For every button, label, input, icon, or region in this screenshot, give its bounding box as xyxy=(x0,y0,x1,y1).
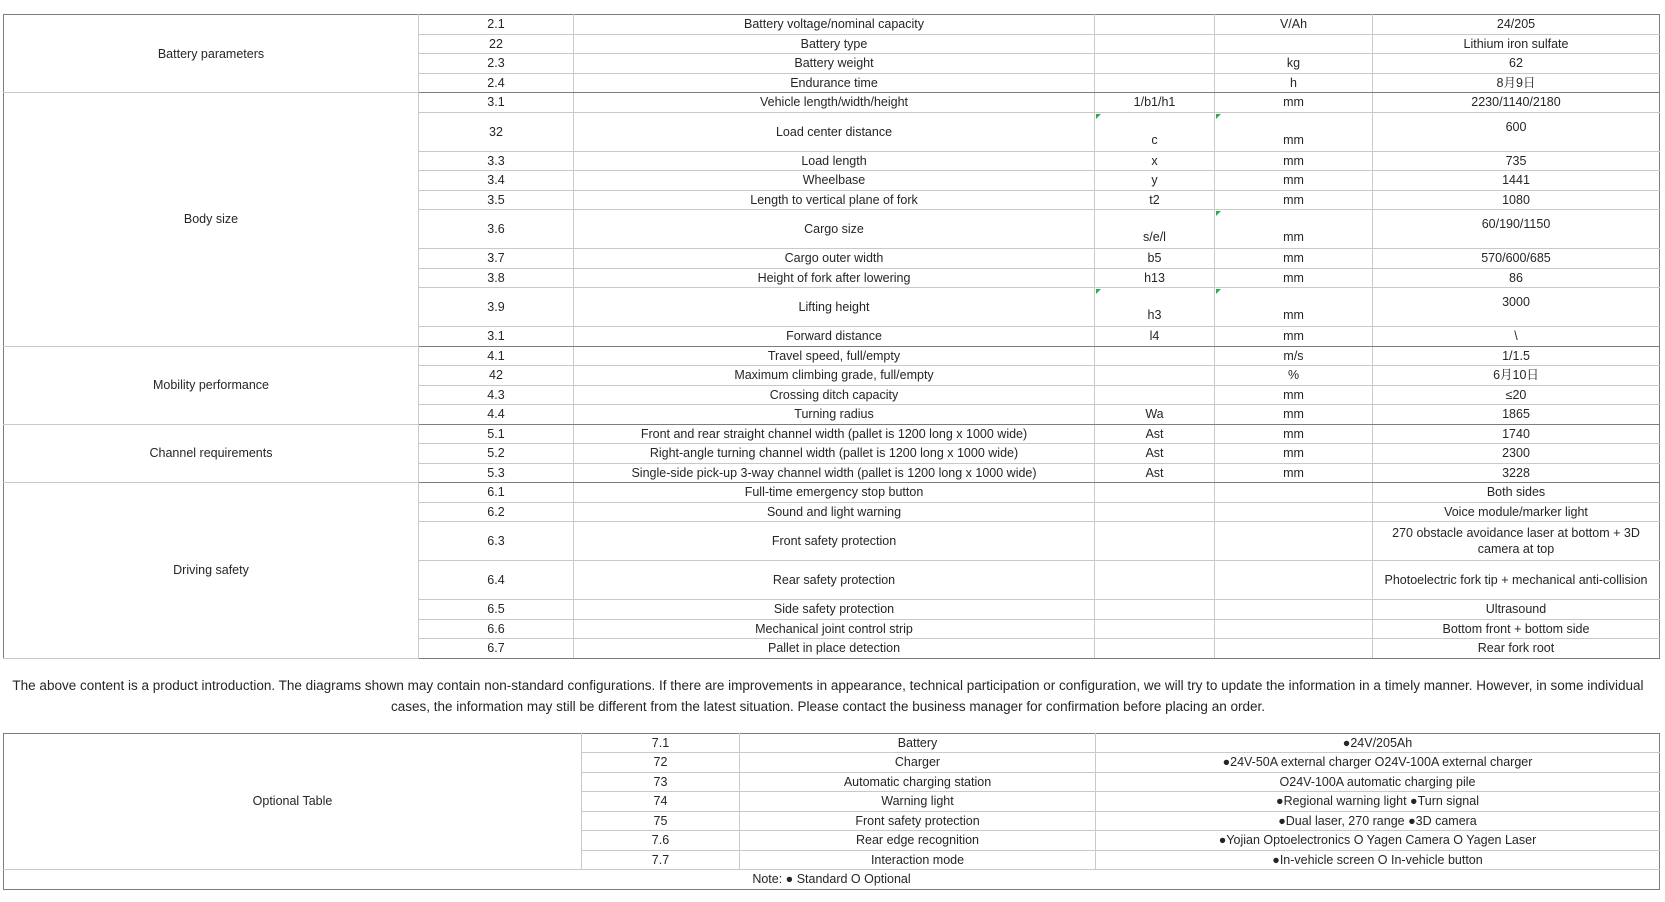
cell-value: ●24V-50A external charger O24V-100A external charger xyxy=(1096,753,1660,773)
cell-desc: Front safety protection xyxy=(740,811,1096,831)
cell-desc: Battery weight xyxy=(574,54,1095,74)
cell-desc: Load length xyxy=(574,151,1095,171)
table-row xyxy=(4,346,1660,366)
note-row xyxy=(4,870,1660,890)
cell-desc: Lifting height xyxy=(574,288,1095,327)
cell-symbol xyxy=(1095,34,1215,54)
cell-no: 5.3 xyxy=(419,463,574,483)
cell-symbol xyxy=(1095,561,1215,600)
cell-unit: mm xyxy=(1215,444,1373,464)
cell-no: 6.5 xyxy=(419,600,574,620)
cell-value: 1080 xyxy=(1373,190,1660,210)
cell-unit xyxy=(1215,483,1373,503)
cell-value: ≤20 xyxy=(1373,385,1660,405)
table-row xyxy=(4,93,1660,113)
cell-unit xyxy=(1215,639,1373,659)
cell-flag-icon xyxy=(1096,289,1101,294)
cell-desc: Forward distance xyxy=(574,327,1095,347)
cell-unit: mm xyxy=(1215,190,1373,210)
cell-unit xyxy=(1215,600,1373,620)
cell-symbol xyxy=(1095,15,1215,35)
cell-symbol: Ast xyxy=(1095,463,1215,483)
cell-no: 3.1 xyxy=(419,327,574,347)
note-cell: Note: ● Standard O Optional xyxy=(4,870,1660,890)
category-cell: Optional Table xyxy=(4,733,582,870)
cell-no: 7.1 xyxy=(582,733,740,753)
cell-symbol: t2 xyxy=(1095,190,1215,210)
cell-desc: Mechanical joint control strip xyxy=(574,619,1095,639)
cell-value: Voice module/marker light xyxy=(1373,502,1660,522)
cell-symbol xyxy=(1095,639,1215,659)
cell-unit: mm xyxy=(1215,112,1373,151)
cell-no: 6.4 xyxy=(419,561,574,600)
cell-value: 270 obstacle avoidance laser at bottom + 3D camera at top xyxy=(1373,522,1660,561)
cell-no: 3.4 xyxy=(419,171,574,191)
cell-desc: Right-angle turning channel width (pallet is 1200 long x 1000 wide) xyxy=(574,444,1095,464)
cell-no: 4.1 xyxy=(419,346,574,366)
cell-symbol: Ast xyxy=(1095,424,1215,444)
cell-value: 570/600/685 xyxy=(1373,249,1660,269)
cell-symbol: Ast xyxy=(1095,444,1215,464)
cell-unit: mm xyxy=(1215,268,1373,288)
cell-desc: Travel speed, full/empty xyxy=(574,346,1095,366)
cell-unit: mm xyxy=(1215,405,1373,425)
cell-desc: Length to vertical plane of fork xyxy=(574,190,1095,210)
cell-flag-icon xyxy=(1216,114,1221,119)
cell-desc: Vehicle length/width/height xyxy=(574,93,1095,113)
cell-value: 1441 xyxy=(1373,171,1660,191)
cell-desc: Side safety protection xyxy=(574,600,1095,620)
cell-no: 3.3 xyxy=(419,151,574,171)
cell-desc: Rear safety protection xyxy=(574,561,1095,600)
cell-desc: Turning radius xyxy=(574,405,1095,425)
cell-no: 3.8 xyxy=(419,268,574,288)
cell-value: ●Dual laser, 270 range ●3D camera xyxy=(1096,811,1660,831)
cell-unit: mm xyxy=(1215,424,1373,444)
cell-desc: Sound and light warning xyxy=(574,502,1095,522)
cell-symbol xyxy=(1095,54,1215,74)
cell-symbol xyxy=(1095,346,1215,366)
cell-no: 4.4 xyxy=(419,405,574,425)
cell-no: 6.2 xyxy=(419,502,574,522)
cell-flag-icon xyxy=(1216,211,1221,216)
cell-value: 62 xyxy=(1373,54,1660,74)
cell-desc: Front and rear straight channel width (pallet is 1200 long x 1000 wide) xyxy=(574,424,1095,444)
cell-symbol xyxy=(1095,522,1215,561)
cell-symbol: x xyxy=(1095,151,1215,171)
cell-symbol: s/e/l xyxy=(1095,210,1215,249)
cell-desc: Endurance time xyxy=(574,73,1095,93)
cell-desc: Full-time emergency stop button xyxy=(574,483,1095,503)
cell-symbol xyxy=(1095,502,1215,522)
disclaimer-text: The above content is a product introduction. The diagrams shown may contain non-standard configurations. If there are improvements in appearance, technical participation or configuration, we will try to update the information in a timely manner. However, in some individual cases, the information may still be different from the latest situation. Please contact the business manager for confirmation before placing an order. xyxy=(12,677,1644,714)
cell-unit: mm xyxy=(1215,288,1373,327)
category-cell: Mobility performance xyxy=(4,346,419,424)
cell-no: 42 xyxy=(419,366,574,386)
cell-unit xyxy=(1215,619,1373,639)
cell-symbol: h13 xyxy=(1095,268,1215,288)
cell-symbol: c xyxy=(1095,112,1215,151)
cell-unit: mm xyxy=(1215,171,1373,191)
cell-value: ●Yojian Optoelectronics O Yagen Camera O Yagen Laser xyxy=(1096,831,1660,851)
cell-unit xyxy=(1215,561,1373,600)
cell-desc: Charger xyxy=(740,753,1096,773)
cell-symbol: b5 xyxy=(1095,249,1215,269)
cell-value: 2300 xyxy=(1373,444,1660,464)
cell-no: 6.3 xyxy=(419,522,574,561)
cell-value: 60/190/1150 xyxy=(1373,210,1660,249)
cell-unit: kg xyxy=(1215,54,1373,74)
cell-symbol: Wa xyxy=(1095,405,1215,425)
table-row xyxy=(4,483,1660,503)
cell-unit: mm xyxy=(1215,463,1373,483)
cell-no: 73 xyxy=(582,772,740,792)
cell-value: Both sides xyxy=(1373,483,1660,503)
cell-no: 3.1 xyxy=(419,93,574,113)
cell-value: 1/1.5 xyxy=(1373,346,1660,366)
cell-desc: Cargo size xyxy=(574,210,1095,249)
cell-value: 1740 xyxy=(1373,424,1660,444)
cell-desc: Load center distance xyxy=(574,112,1095,151)
cell-symbol xyxy=(1095,600,1215,620)
cell-no: 3.5 xyxy=(419,190,574,210)
cell-no: 6.1 xyxy=(419,483,574,503)
cell-unit xyxy=(1215,34,1373,54)
cell-symbol: y xyxy=(1095,171,1215,191)
cell-unit: m/s xyxy=(1215,346,1373,366)
cell-value: ●In-vehicle screen O In-vehicle button xyxy=(1096,850,1660,870)
cell-no: 32 xyxy=(419,112,574,151)
category-cell: Channel requirements xyxy=(4,424,419,483)
cell-symbol: l4 xyxy=(1095,327,1215,347)
cell-no: 3.6 xyxy=(419,210,574,249)
cell-unit: mm xyxy=(1215,210,1373,249)
cell-unit: mm xyxy=(1215,151,1373,171)
cell-desc: Single-side pick-up 3-way channel width (pallet is 1200 long x 1000 wide) xyxy=(574,463,1095,483)
table-row xyxy=(4,15,1660,35)
cell-desc: Battery voltage/nominal capacity xyxy=(574,15,1095,35)
cell-no: 72 xyxy=(582,753,740,773)
category-cell: Battery parameters xyxy=(4,15,419,93)
cell-value: 6月10日 xyxy=(1373,366,1660,386)
cell-desc: Height of fork after lowering xyxy=(574,268,1095,288)
cell-desc: Battery xyxy=(740,733,1096,753)
cell-value: 24/205 xyxy=(1373,15,1660,35)
cell-unit: V/Ah xyxy=(1215,15,1373,35)
cell-desc: Maximum climbing grade, full/empty xyxy=(574,366,1095,386)
cell-no: 2.4 xyxy=(419,73,574,93)
cell-desc: Rear edge recognition xyxy=(740,831,1096,851)
cell-value: 3228 xyxy=(1373,463,1660,483)
cell-no: 74 xyxy=(582,792,740,812)
cell-value: 8月9日 xyxy=(1373,73,1660,93)
cell-value: Lithium iron sulfate xyxy=(1373,34,1660,54)
cell-no: 22 xyxy=(419,34,574,54)
cell-value: Photoelectric fork tip + mechanical anti-collision xyxy=(1373,561,1660,600)
cell-unit: mm xyxy=(1215,327,1373,347)
cell-desc: Warning light xyxy=(740,792,1096,812)
cell-no: 3.9 xyxy=(419,288,574,327)
cell-symbol xyxy=(1095,366,1215,386)
cell-no: 7.6 xyxy=(582,831,740,851)
cell-desc: Front safety protection xyxy=(574,522,1095,561)
cell-desc: Crossing ditch capacity xyxy=(574,385,1095,405)
cell-value: Rear fork root xyxy=(1373,639,1660,659)
table-row xyxy=(4,424,1660,444)
cell-unit xyxy=(1215,522,1373,561)
cell-no: 7.7 xyxy=(582,850,740,870)
cell-desc: Battery type xyxy=(574,34,1095,54)
cell-desc: Cargo outer width xyxy=(574,249,1095,269)
cell-unit xyxy=(1215,502,1373,522)
cell-no: 5.1 xyxy=(419,424,574,444)
cell-value: 600 xyxy=(1373,112,1660,151)
cell-unit: % xyxy=(1215,366,1373,386)
cell-symbol xyxy=(1095,619,1215,639)
cell-value: ●Regional warning light ●Turn signal xyxy=(1096,792,1660,812)
cell-value: \ xyxy=(1373,327,1660,347)
cell-value: 1865 xyxy=(1373,405,1660,425)
cell-symbol: h3 xyxy=(1095,288,1215,327)
table-row xyxy=(4,733,1660,753)
cell-desc: Wheelbase xyxy=(574,171,1095,191)
cell-no: 6.7 xyxy=(419,639,574,659)
cell-unit: h xyxy=(1215,73,1373,93)
cell-value: Ultrasound xyxy=(1373,600,1660,620)
cell-no: 2.3 xyxy=(419,54,574,74)
cell-no: 5.2 xyxy=(419,444,574,464)
category-cell: Body size xyxy=(4,93,419,347)
cell-value: 2230/1140/2180 xyxy=(1373,93,1660,113)
cell-no: 6.6 xyxy=(419,619,574,639)
cell-no: 4.3 xyxy=(419,385,574,405)
cell-value: 3000 xyxy=(1373,288,1660,327)
cell-desc: Interaction mode xyxy=(740,850,1096,870)
category-cell: Driving safety xyxy=(4,483,419,659)
cell-symbol xyxy=(1095,483,1215,503)
cell-flag-icon xyxy=(1096,114,1101,119)
optional-table xyxy=(3,733,1660,890)
cell-no: 2.1 xyxy=(419,15,574,35)
cell-symbol xyxy=(1095,385,1215,405)
main-spec-table xyxy=(3,14,1660,659)
cell-value: O24V-100A automatic charging pile xyxy=(1096,772,1660,792)
cell-desc: Pallet in place detection xyxy=(574,639,1095,659)
cell-unit: mm xyxy=(1215,249,1373,269)
cell-value: Bottom front + bottom side xyxy=(1373,619,1660,639)
cell-symbol: 1/b1/h1 xyxy=(1095,93,1215,113)
cell-no: 75 xyxy=(582,811,740,831)
cell-unit: mm xyxy=(1215,385,1373,405)
cell-desc: Automatic charging station xyxy=(740,772,1096,792)
cell-flag-icon xyxy=(1216,289,1221,294)
cell-no: 3.7 xyxy=(419,249,574,269)
cell-symbol xyxy=(1095,73,1215,93)
cell-value: ●24V/205Ah xyxy=(1096,733,1660,753)
cell-value: 86 xyxy=(1373,268,1660,288)
cell-unit: mm xyxy=(1215,93,1373,113)
spec-sheet xyxy=(0,14,1665,902)
cell-value: 735 xyxy=(1373,151,1660,171)
